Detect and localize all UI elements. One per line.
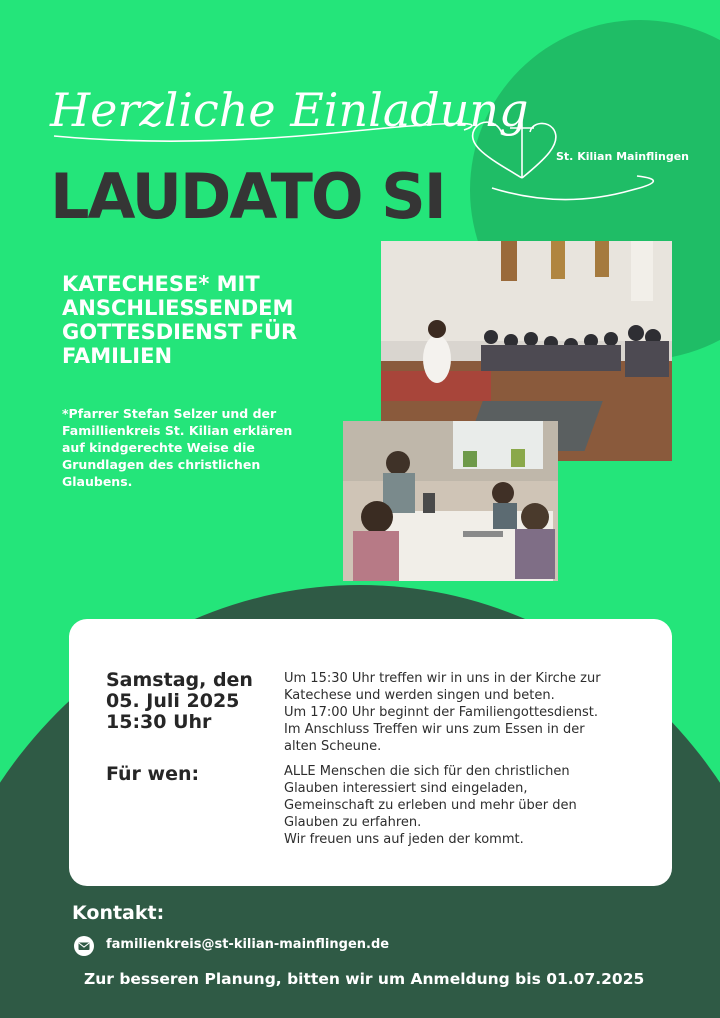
- main-title: LAUDATO SI: [50, 160, 445, 233]
- contact-email-link[interactable]: familienkreis@st-kilian-mainflingen.de: [106, 937, 390, 952]
- script-heading: [44, 56, 529, 156]
- contact-label: Kontakt:: [72, 902, 165, 924]
- audience-line: Glauben interessiert sind eingeladen,: [284, 781, 528, 796]
- date-line: 05. Juli 2025: [106, 690, 240, 712]
- mail-icon: [74, 936, 94, 956]
- subtitle-line: KATECHESE* MIT: [62, 272, 260, 296]
- subtitle-line: GOTTESDIENST FÜR: [62, 320, 298, 344]
- footnote-line: Famillienkreis St. Kilian erklären: [62, 423, 293, 438]
- audience-label: Für wen:: [106, 763, 200, 785]
- date-line: Samstag, den: [106, 669, 253, 691]
- footnote-line: auf kindgerechte Weise die: [62, 440, 255, 455]
- audience-text: [284, 763, 654, 848]
- audience-line: Wir freuen uns auf jeden der kommt.: [284, 832, 524, 847]
- date-line: 15:30 Uhr: [106, 711, 212, 733]
- event-subtitle: [62, 272, 362, 368]
- footnote-line: *Pfarrer Stefan Selzer und der: [62, 406, 277, 421]
- audience-line: Glauben zu erfahren.: [284, 815, 422, 830]
- schedule-line: alten Scheune.: [284, 739, 382, 754]
- audience-line: ALLE Menschen die sich für den christlichen: [284, 764, 570, 779]
- registration-note: Zur besseren Planung, bitten wir um Anmeldung bis 01.07.2025: [84, 970, 645, 988]
- footnote: [62, 405, 312, 490]
- script-heading-text: Herzliche Einladung: [50, 83, 529, 137]
- audience-line: Gemeinschaft zu erleben und mehr über den: [284, 798, 577, 813]
- footnote-line: Grundlagen des christlichen: [62, 457, 261, 472]
- children-photo: [343, 421, 558, 581]
- subtitle-line: ANSCHLIESSENDEM: [62, 296, 294, 320]
- schedule-line: Um 17:00 Uhr beginnt der Familiengottesdienst.: [284, 705, 598, 720]
- subtitle-line: FAMILIEN: [62, 344, 173, 368]
- event-date: [106, 670, 253, 733]
- schedule-text: [284, 670, 654, 755]
- parish-name: St. Kilian Mainflingen: [556, 150, 689, 163]
- footnote-line: Glaubens.: [62, 474, 133, 489]
- schedule-line: Katechese und werden singen und beten.: [284, 688, 555, 703]
- schedule-line: Im Anschluss Treffen wir uns zum Essen in der: [284, 722, 585, 737]
- schedule-line: Um 15:30 Uhr treffen wir in uns in der Kirche zur: [284, 671, 601, 686]
